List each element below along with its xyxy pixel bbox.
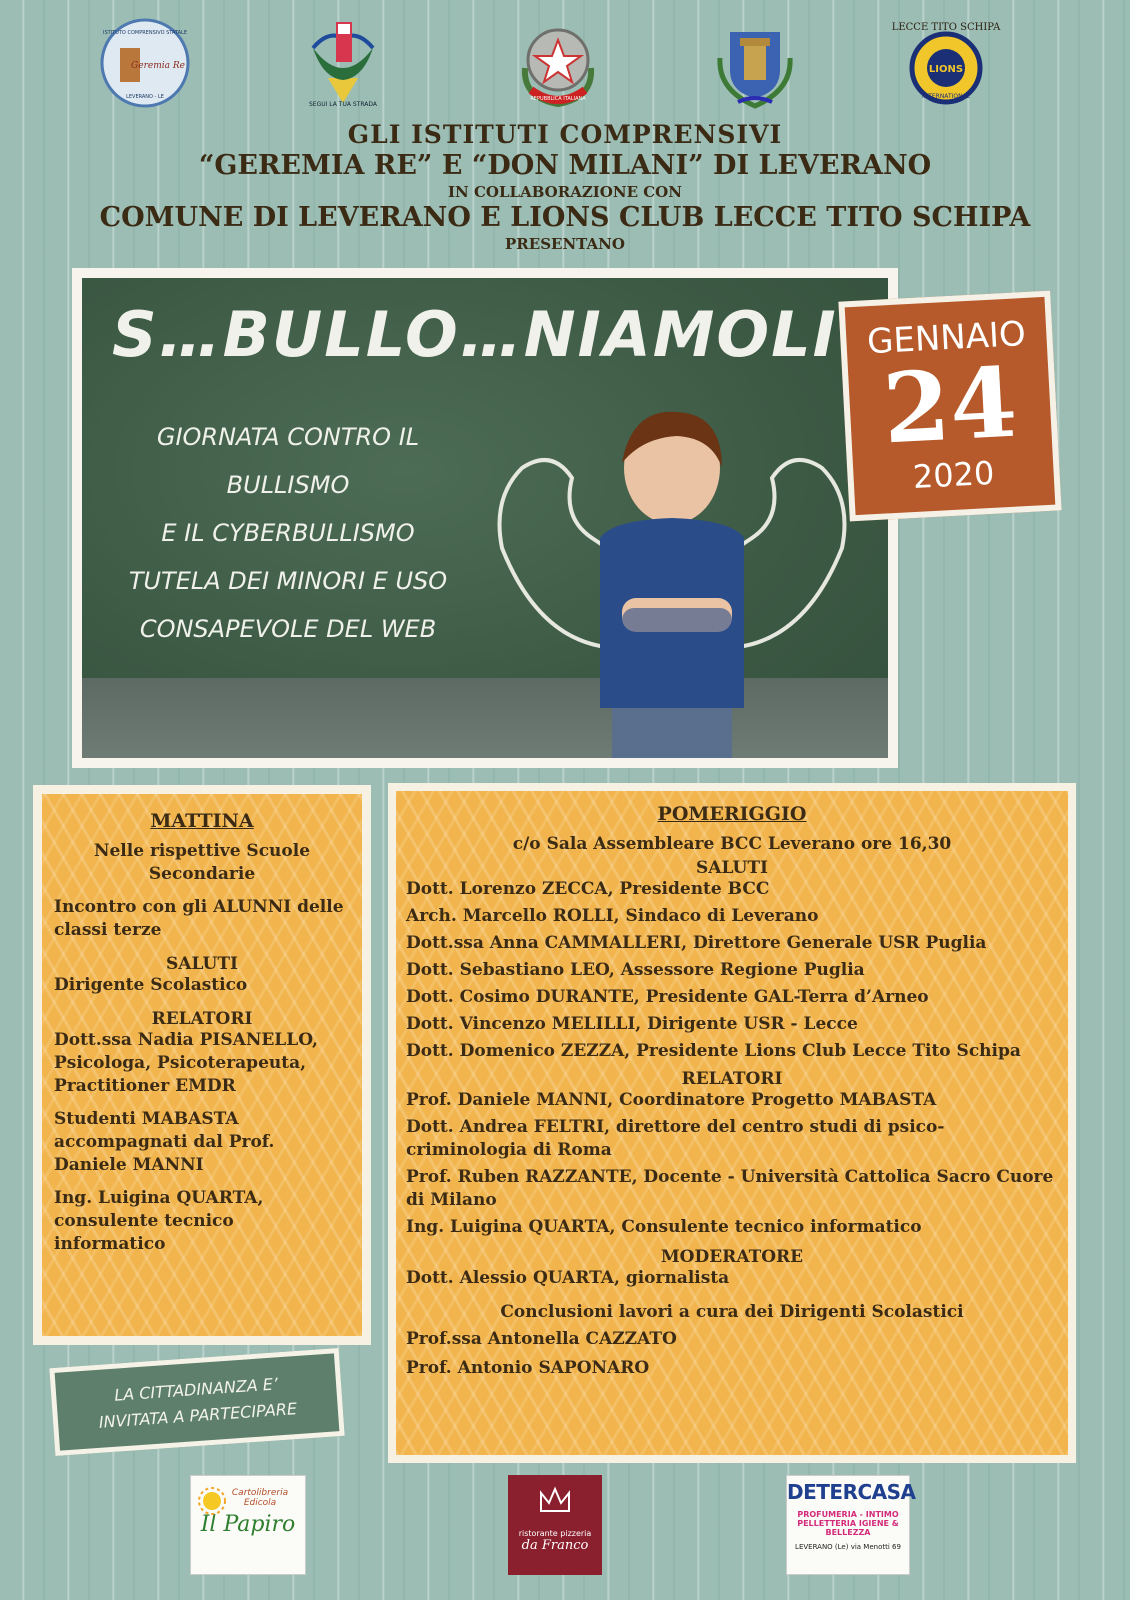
saluti-item: Dott. Lorenzo ZECCA, Presidente BCC	[406, 879, 770, 899]
header-line-4: COMUNE DI LEVERANO E LIONS CLUB LECCE TITO SCHIPA	[99, 202, 1031, 233]
logo1-place: LEVERANO - LE	[126, 94, 164, 100]
saluti-item: Arch. Marcello ROLLI, Sindaco di Leverano	[406, 906, 819, 926]
pomeriggio-relatori-heading: RELATORI	[681, 1069, 783, 1089]
moderatore-heading: MODERATORE	[660, 1247, 804, 1267]
subtitle-line: E IL CYBERBULLISMO	[161, 519, 415, 547]
header-line-1: GLI ISTITUTI COMPRENSIVI	[347, 120, 783, 149]
sponsor1-small: Cartolibreria Edicola	[231, 1488, 289, 1508]
invite-line-2: INVITATA A PARTECIPARE	[98, 1399, 298, 1432]
poster-header	[0, 120, 1130, 254]
logo-row	[0, 18, 1130, 118]
logo3-caption: REPUBBLICA ITALIANA	[530, 96, 586, 102]
sponsor3-address: LEVERANO (Le) via Menotti 69	[795, 1543, 901, 1551]
sponsor-ristorante	[508, 1475, 602, 1575]
conclusioni-item: Prof. Antonio SAPONARO	[406, 1358, 650, 1378]
pomeriggio-saluti-heading: SALUTI	[696, 858, 768, 878]
sponsor3-name: DETERCASA	[787, 1480, 916, 1504]
mattina-intro-2: Incontro con gli ALUNNI delle classi terze	[54, 897, 344, 940]
sponsor-il-papiro	[190, 1475, 306, 1575]
event-subtitle	[118, 413, 458, 653]
mattina-relatore: Ing. Luigina QUARTA, consulente tecnico informatico	[54, 1188, 264, 1254]
pomeriggio-panel	[396, 791, 1068, 1455]
mattina-title: MATTINA	[150, 810, 254, 832]
relatori-item: Prof. Ruben RAZZANTE, Docente - Università Cattolica Sacro Cuore di Milano	[406, 1167, 1054, 1210]
invitation-chalk-sign	[49, 1348, 344, 1456]
lions-club-logo	[891, 18, 1001, 108]
school-don-milani-logo	[298, 18, 388, 108]
subtitle-line: CONSAPEVOLE DEL WEB	[139, 615, 437, 643]
mattina-relatori-heading: RELATORI	[151, 1009, 253, 1029]
subtitle-line: BULLISMO	[226, 471, 350, 499]
sponsor2-name: ristorante pizzeria	[518, 1529, 592, 1538]
saluti-item: Dott. Domenico ZEZZA, Presidente Lions Club Lecce Tito Schipa	[406, 1041, 1021, 1061]
saluti-item: Dott. Sebastiano LEO, Assessore Regione Puglia	[406, 960, 865, 980]
date-year: 2020	[911, 453, 996, 497]
chalkboard	[82, 278, 888, 758]
repubblica-italiana-emblem	[513, 18, 603, 108]
event-title: S…BULLO…NIAMOLI	[112, 298, 838, 371]
school-geremia-re-logo	[100, 18, 190, 108]
comune-leverano-crest	[710, 18, 800, 108]
logo5-top: LECCE TITO SCHIPA	[891, 22, 1001, 33]
sponsor-detercasa	[786, 1475, 916, 1575]
logo2-caption: SEGUI LA TUA STRADA	[308, 101, 378, 108]
crown-icon	[535, 1481, 575, 1521]
mattina-saluti: Dirigente Scolastico	[54, 975, 248, 995]
logo5-center: LIONS	[928, 64, 964, 75]
sun-mascot-icon	[197, 1486, 227, 1516]
conclusioni-heading: Conclusioni lavori a cura dei Dirigenti Scolastici	[500, 1302, 964, 1322]
saluti-item: Dott. Cosimo DURANTE, Presidente GAL-Terra d’Arneo	[406, 987, 929, 1007]
sponsor1-name: Il Papiro	[200, 1512, 296, 1537]
relatori-item: Ing. Luigina QUARTA, Consulente tecnico informatico	[406, 1217, 922, 1237]
boy-with-chalk-muscles-illustration	[482, 408, 862, 758]
logo5-bottom: INTERNATIONAL	[921, 93, 971, 100]
relatori-item: Dott. Andrea FELTRI, direttore del centro studi di psico-criminologia di Roma	[406, 1117, 945, 1160]
header-line-5: PRESENTANO	[505, 235, 625, 253]
mattina-panel	[42, 794, 362, 1336]
date-day: 24	[880, 345, 1020, 466]
mattina-saluti-heading: SALUTI	[166, 954, 238, 974]
invite-line-1: LA CITTADINANZA E’	[113, 1374, 279, 1405]
header-line-2: “GEREMIA RE” E “DON MILANI” DI LEVERANO	[198, 150, 932, 181]
subtitle-line: TUTELA DEI MINORI E USO	[128, 567, 448, 595]
logo1-name: Geremia Re	[131, 61, 185, 71]
event-date-box	[838, 291, 1061, 522]
saluti-item: Dott.ssa Anna CAMMALLERI, Direttore Generale USR Puglia	[406, 933, 987, 953]
header-line-3: IN COLLABORAZIONE CON	[448, 183, 682, 201]
pomeriggio-title: POMERIGGIO	[657, 803, 807, 825]
moderatore: Dott. Alessio QUARTA, giornalista	[406, 1268, 730, 1288]
conclusioni-item: Prof.ssa Antonella CAZZATO	[406, 1329, 677, 1349]
mattina-intro-1: Nelle rispettive Scuole Secondarie	[93, 841, 311, 884]
mattina-relatore: Dott.ssa Nadia PISANELLO, Psicologa, Psicoterapeuta, Practitioner EMDR	[54, 1030, 318, 1096]
saluti-item: Dott. Vincenzo MELILLI, Dirigente USR - Lecce	[406, 1014, 858, 1034]
pomeriggio-venue: c/o Sala Assembleare BCC Leverano ore 16,30	[512, 834, 952, 854]
sponsor3-sub: PROFUMERIA - INTIMO PELLETTERIA IGIENE & BELLEZZA	[797, 1510, 899, 1537]
mattina-relatore: Studenti MABASTA accompagnati dal Prof. Daniele MANNI	[54, 1109, 275, 1175]
sponsor2-sub: da Franco	[521, 1538, 589, 1553]
subtitle-line: GIORNATA CONTRO IL	[156, 423, 420, 451]
logo1-caption: ISTITUTO COMPRENSIVO STATALE	[102, 30, 188, 36]
date-month: GENNAIO	[866, 313, 1027, 363]
relatori-item: Prof. Daniele MANNI, Coordinatore Progetto MABASTA	[406, 1090, 937, 1110]
